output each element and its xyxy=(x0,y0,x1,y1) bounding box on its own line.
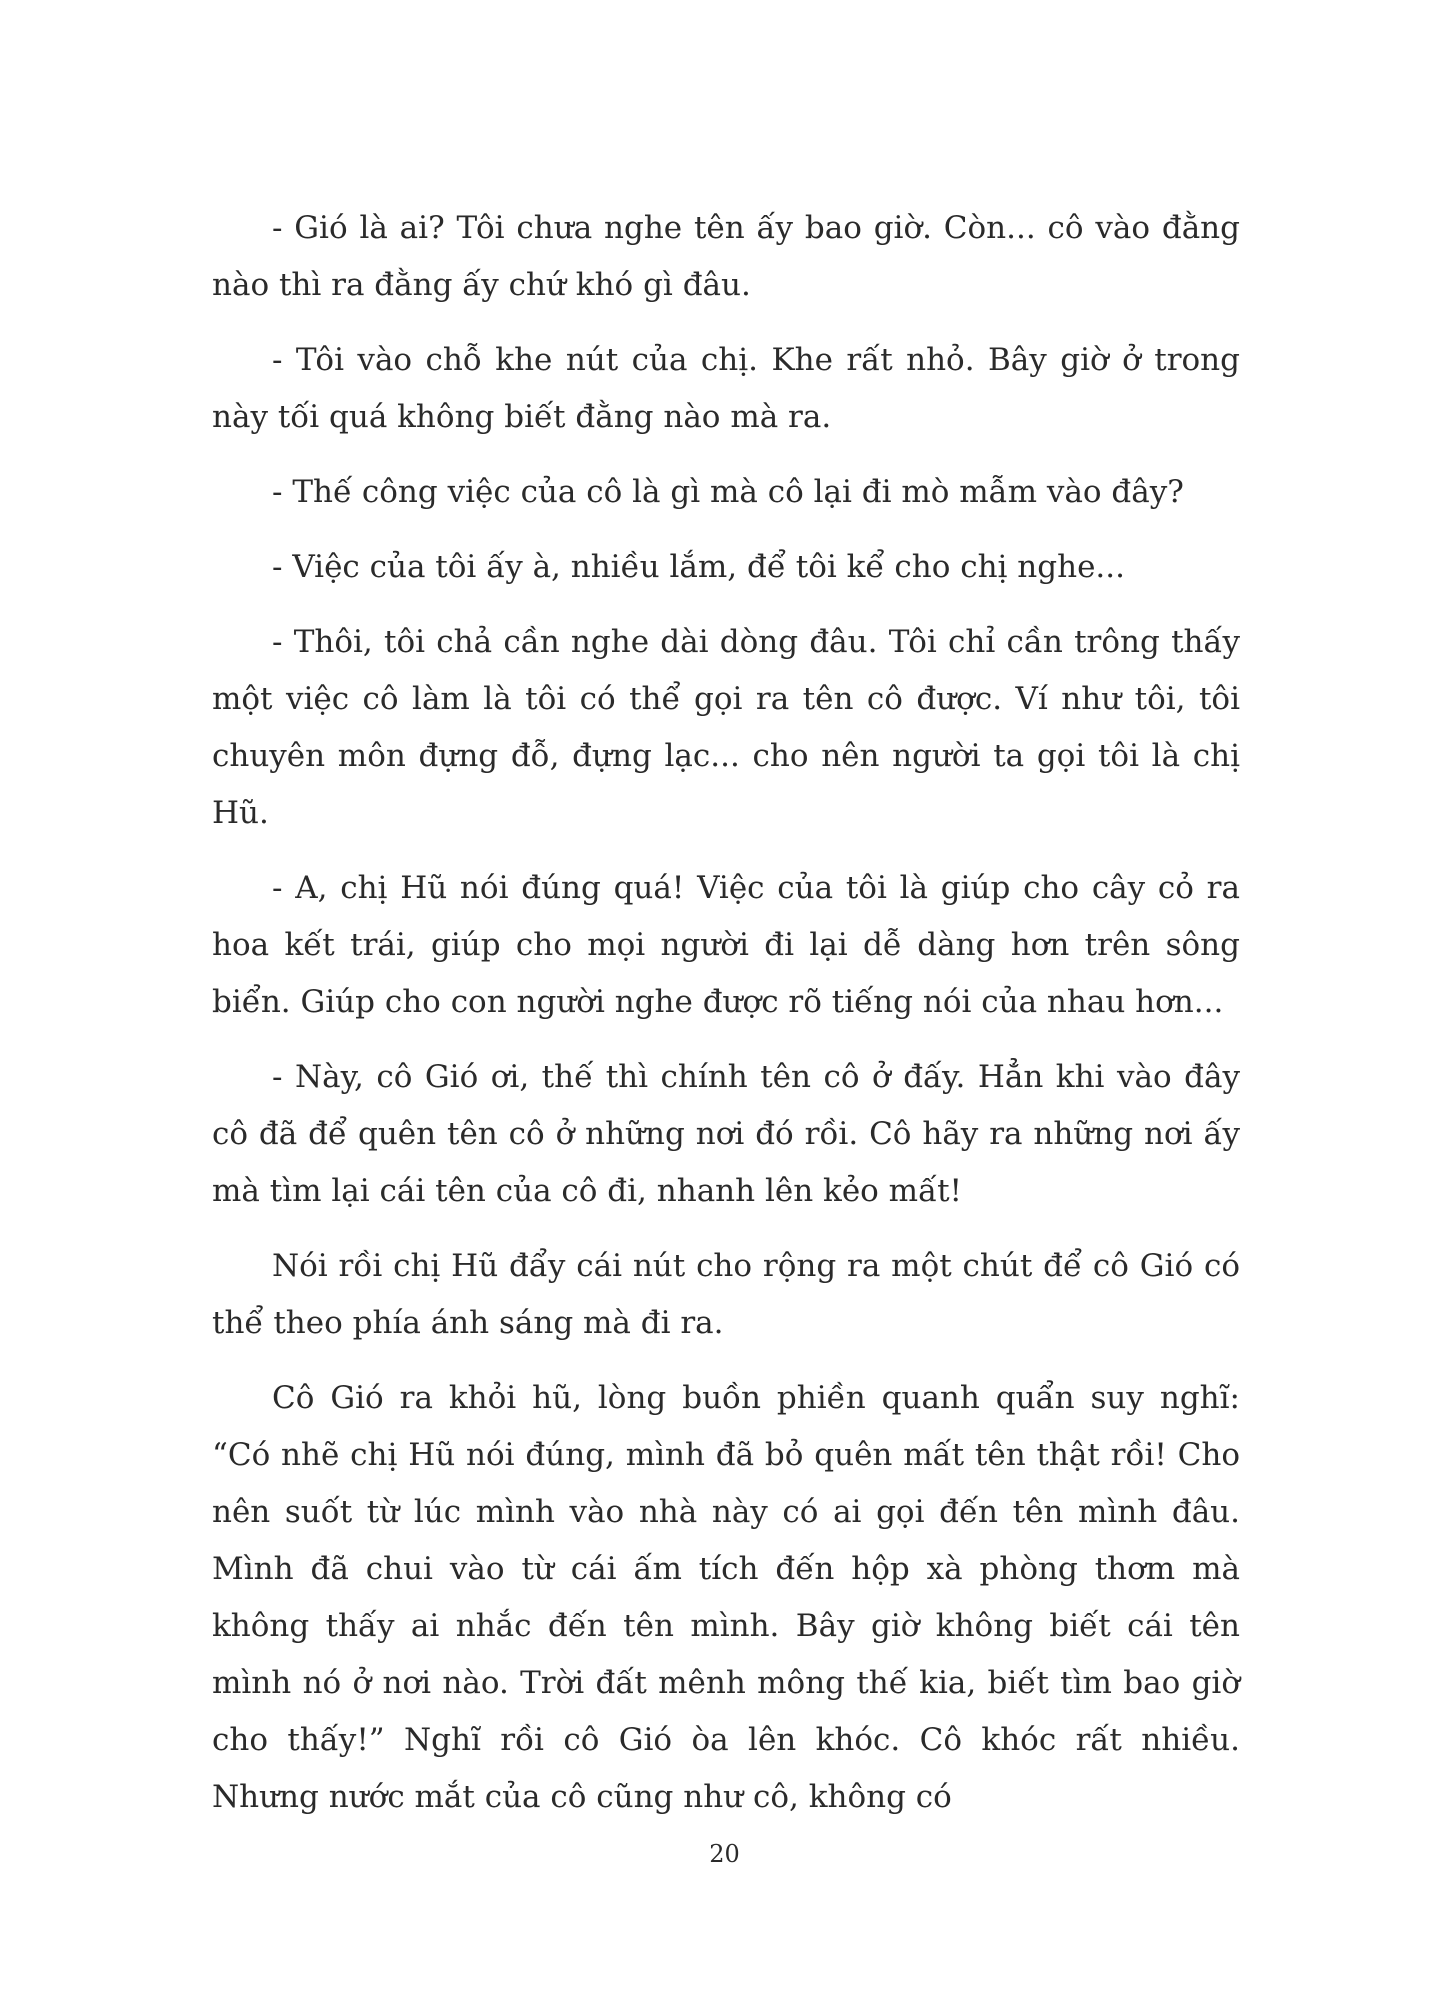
paragraph: - Thôi, tôi chả cần nghe dài dòng đâu. Tôi chỉ cần trông thấy một việc cô làm là tôi có thể gọi ra tên cô được. Ví như tôi, tôi chuyên môn đựng đỗ, đựng lạc... cho nên người ta gọi tôi là chị Hũ. xyxy=(212,624,1240,831)
paragraph: - Thế công việc của cô là gì mà cô lại đi mò mẫm vào đây? xyxy=(272,474,1184,510)
page-number: 20 xyxy=(709,1840,740,1868)
paragraph: - Tôi vào chỗ khe nút của chị. Khe rất nhỏ. Bây giờ ở trong này tối quá không biết đằng nào mà ra. xyxy=(212,342,1240,435)
paragraph: - Gió là ai? Tôi chưa nghe tên ấy bao giờ. Còn... cô vào đằng nào thì ra đằng ấy chứ khó gì đâu. xyxy=(212,210,1240,303)
paragraph: Cô Gió ra khỏi hũ, lòng buồn phiền quanh quẩn suy nghĩ: “Có nhẽ chị Hũ nói đúng, mình đã bỏ quên mất tên thật rồi! Cho nên suốt từ lúc mình vào nhà này có ai gọi đến tên mình đâu. Mình đã chui vào từ cái ấm tích đến hộp xà phòng thơm mà không thấy ai nhắc đến tên mình. Bây giờ không biết cái tên mình nó ở nơi nào. Trời đất mênh mông thế kia, biết tìm bao giờ cho thấy!” Nghĩ rồi cô Gió òa lên khóc. Cô khóc rất nhiều. Nhưng nước mắt của cô cũng như cô, không có xyxy=(212,1380,1240,1815)
paragraph: - Việc của tôi ấy à, nhiều lắm, để tôi kể cho chị nghe... xyxy=(272,549,1125,585)
paragraph: Nói rồi chị Hũ đẩy cái nút cho rộng ra một chút để cô Gió có thể theo phía ánh sáng mà đi ra. xyxy=(212,1248,1240,1341)
paragraph: - Này, cô Gió ơi, thế thì chính tên cô ở đấy. Hẳn khi vào đây cô đã để quên tên cô ở những nơi đó rồi. Cô hãy ra những nơi ấy mà tìm lại cái tên của cô đi, nhanh lên kẻo mất! xyxy=(212,1059,1240,1209)
body-text xyxy=(212,200,1240,1844)
paragraph: - A, chị Hũ nói đúng quá! Việc của tôi là giúp cho cây cỏ ra hoa kết trái, giúp cho mọi người đi lại dễ dàng hơn trên sông biển. Giúp cho con người nghe được rõ tiếng nói của nhau hơn... xyxy=(212,870,1240,1020)
